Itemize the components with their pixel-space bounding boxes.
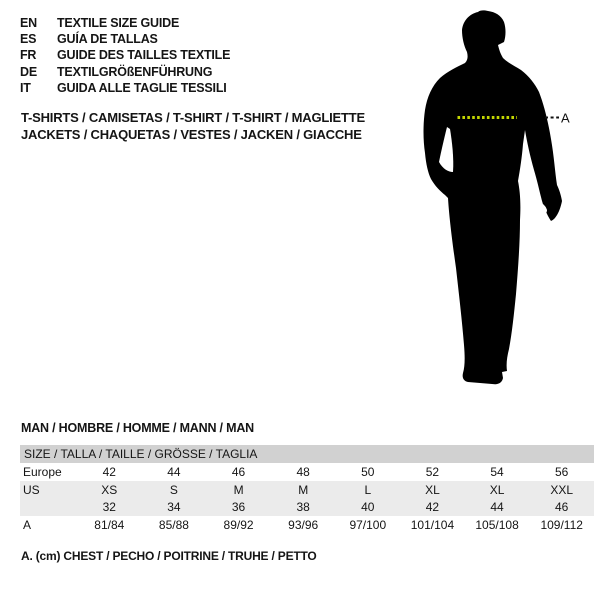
size-table bbox=[20, 445, 594, 534]
list-item bbox=[20, 80, 230, 96]
category-jackets: JACKETS / CHAQUETAS / VESTES / JACKEN / GIACCHE bbox=[21, 126, 362, 142]
table-row-europe bbox=[20, 463, 594, 481]
lang-code: EN bbox=[20, 16, 37, 31]
list-item bbox=[20, 64, 230, 80]
table-cell: L bbox=[364, 482, 372, 497]
lang-text: GUIDA ALLE TAGLIE TESSILI bbox=[57, 80, 227, 95]
lang-text: GUIDE DES TAILLES TEXTILE bbox=[57, 48, 231, 63]
measurement-footnote: A. (cm) CHEST / PECHO / POITRINE / TRUHE / PETTO bbox=[21, 549, 317, 563]
table-cell: 46 bbox=[231, 465, 246, 479]
row-label: Europe bbox=[23, 465, 62, 479]
lang-text: GUÍA DE TALLAS bbox=[57, 32, 158, 47]
table-cell: 38 bbox=[296, 500, 310, 514]
man-silhouette-svg bbox=[410, 4, 570, 396]
table-cell: XL bbox=[489, 482, 505, 497]
table-cell: 50 bbox=[361, 465, 375, 479]
category-tshirts: T-SHIRTS / CAMISETAS / T-SHIRT / T-SHIRT / MAGLIETTE bbox=[21, 110, 365, 125]
row-label: A bbox=[23, 518, 32, 532]
table-cell: 48 bbox=[296, 465, 310, 479]
table-cell: XS bbox=[101, 482, 118, 497]
table-cell: 54 bbox=[490, 465, 504, 479]
measure-label-a: A bbox=[561, 110, 570, 126]
section-title-man: MAN / HOMBRE / HOMME / MANN / MAN bbox=[21, 421, 254, 435]
list-item bbox=[20, 31, 230, 47]
table-cell: 32 bbox=[102, 500, 116, 514]
language-list bbox=[20, 15, 230, 96]
table-header: SIZE / TALLA / TAILLE / GRÖSSE / TAGLIA bbox=[20, 445, 594, 463]
table-cell: 97/100 bbox=[349, 518, 387, 532]
table-cell: M bbox=[233, 482, 244, 497]
lang-code: IT bbox=[20, 80, 31, 95]
table-cell: 44 bbox=[490, 500, 504, 514]
table-cell: 56 bbox=[555, 465, 569, 479]
lang-code: DE bbox=[20, 64, 37, 79]
list-item bbox=[20, 47, 230, 63]
table-cell: 52 bbox=[425, 465, 440, 479]
table-cell: 34 bbox=[167, 500, 181, 514]
lang-text: TEXTILGRÖßENFÜHRUNG bbox=[57, 64, 213, 79]
table-cell: 105/108 bbox=[475, 518, 519, 532]
table-cell: 42 bbox=[425, 500, 440, 514]
table-cell: M bbox=[298, 482, 309, 497]
lang-code: FR bbox=[20, 48, 37, 63]
table-cell: 40 bbox=[361, 500, 375, 514]
table-row-us-numbers bbox=[20, 498, 594, 516]
table-cell: 85/88 bbox=[158, 518, 189, 532]
lang-code: ES bbox=[20, 32, 37, 47]
man-silhouette-figure bbox=[410, 4, 570, 396]
list-item bbox=[20, 15, 230, 31]
garment-categories bbox=[21, 110, 365, 143]
table-cell: XXL bbox=[550, 482, 574, 497]
table-row-chest-a bbox=[20, 516, 594, 534]
table-cell: 42 bbox=[102, 465, 116, 479]
table-cell: 46 bbox=[555, 500, 569, 514]
table-cell: S bbox=[169, 482, 178, 497]
table-cell: XL bbox=[425, 482, 440, 497]
man-silhouette-path bbox=[424, 10, 563, 384]
table-cell: 89/92 bbox=[223, 518, 254, 532]
table-cell: 93/96 bbox=[288, 518, 319, 532]
table-cell: 109/112 bbox=[540, 518, 583, 532]
table-cell: 101/104 bbox=[410, 518, 455, 532]
table-row-us-letters bbox=[20, 481, 594, 498]
row-label: US bbox=[23, 482, 40, 497]
lang-text: TEXTILE SIZE GUIDE bbox=[57, 16, 180, 31]
table-cell: 81/84 bbox=[94, 518, 125, 532]
table-cell: 36 bbox=[231, 500, 246, 514]
table-cell: 44 bbox=[167, 465, 181, 479]
